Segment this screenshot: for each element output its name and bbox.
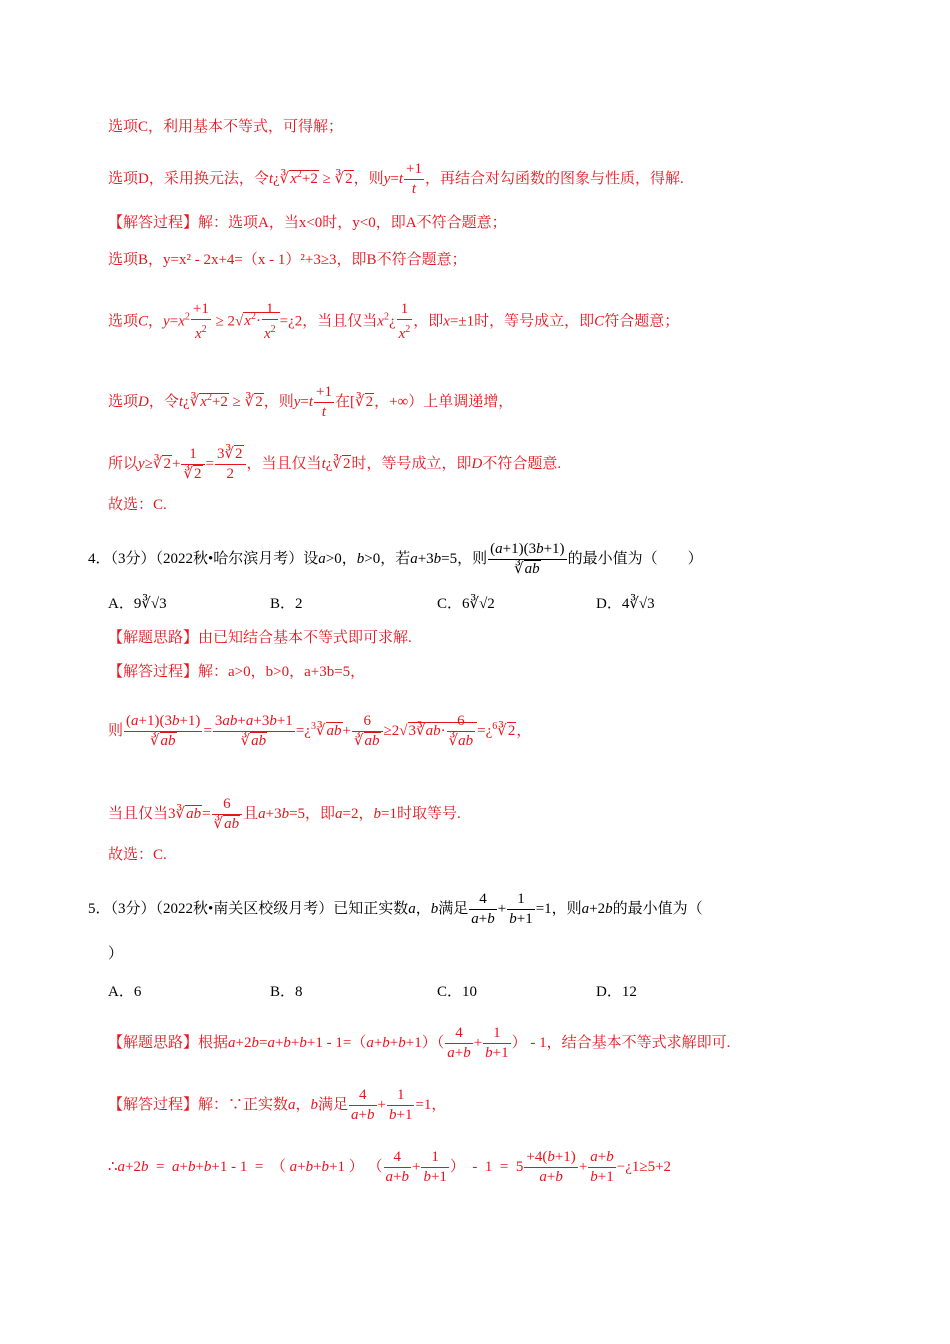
q4-option-b: B．2 (270, 596, 303, 612)
q5-process: 【解答过程】解：∵正实数a，b满足 $\frac{4}{a+b}$ + $\frac{1}{b+1}$ =1， (108, 1087, 447, 1123)
q4-process: 【解答过程】解：a>0，b>0，a+3b=5， (108, 664, 366, 680)
p1-line1: 选项C，利用基本不等式，可得解； (108, 119, 344, 135)
q4-idea: 【解题思路】由已知结合基本不等式即可求解. (108, 630, 412, 646)
p1-answer-e: 所以y≥∛2+ $\frac{1}{∛2}$ = $\frac{3∛2}{2}$ ，当且仅当t¿∛2时，等号成立，即D不符合题意. (108, 446, 562, 482)
p1-choose: 故选：C. (108, 497, 167, 513)
q4-option-a: A．9∛√3 (108, 596, 167, 612)
q5-option-b: B．8 (270, 984, 303, 1000)
q5-option-c: C．10 (437, 984, 478, 1000)
q5-idea: 【解题思路】根据a+2b=a+b+b+1 - 1=（a+b+b+1）（ $\frac{4}{a+b}$ + $\frac{1}{b+1}$ ） - 1，结合基本不等式求解即可. (108, 1025, 731, 1061)
p1-answer-a: 【解答过程】解：选项A，当x<0时，y<0，即A不符合题意； (108, 215, 507, 231)
q5-stem-close: ） (108, 946, 124, 962)
p1-answer-d: 选项D，令$t¿∛x^2+2$ ≥ ∛2，则y=t $\frac{+1}{t}$ 在[∛2，+∞）上单调递增， (108, 384, 514, 420)
q4-stem: 4．（3分）（2022秋•哈尔滨月考）设a>0，b>0，若a+3b=5，则 $\frac{(a+1)(3b+1)}{∛ab}$ 的最小值为（ ） (88, 541, 703, 577)
p1-answer-b: 选项B，y=x² - 2x+4=（x - 1）²+3≥3，即B不符合题意； (108, 252, 467, 268)
q4-option-c: C．6∛√2 (437, 596, 495, 612)
q5-option-d: D．12 (596, 984, 637, 1000)
q5-derive: ∴a+2b = a+b+b+1 - 1 = （ a+b+b+1 ） （ $\frac{4}{a+b}$ + $\frac{1}{b+1}$ ） - 1 = 5 $\frac{+4(b+1)}{a+b}$ + $\frac{a+b}{b+1}$ −¿1≥5+2 (108, 1149, 672, 1185)
q4-option-d: D．4∛√3 (596, 596, 655, 612)
q4-derive: 则 $\frac{(a+1)(3b+1)}{∛ab}$ = $\frac{3ab+a+3b+1}{∛ab}$ =¿$^3$∛ab+ $\frac{6}{∛ab}$ ≥2√3∛ab· $\frac{6}{∛ab}$ =¿$^6$∛2， (108, 713, 532, 749)
q5-option-a: A．6 (108, 984, 142, 1000)
p1-answer-c: 选项C，$y=x^2$ $\frac{+1}{x^2}$ ≥ $2√x^2\cdot$ $\frac{1}{x^2}$ =¿2，当且仅当$x^2¿$ $\frac{1}{x^2}$ ，即x=±1时，等号成立，即C符合题意； (108, 301, 680, 342)
p1-line2: 选项D，采用换元法，令$t¿∛x^2+2$ ≥ ∛2，则y=t $\frac{+1}{t}$ ，再结合对勾函数的图象与性质，得解. (108, 161, 684, 197)
q4-equal: 当且仅当3∛ab= $\frac{6}{∛ab}$ 且a+3b=5，即a=2，b=1时取等号. (108, 796, 461, 832)
q4-choose: 故选：C. (108, 847, 167, 863)
q5-stem: 5．（3分）（2022秋•南关区校级月考）已知正实数a，b满足 $\frac{4}{a+b}$ + $\frac{1}{b+1}$ =1，则a+2b的最小值为（ (88, 891, 703, 927)
